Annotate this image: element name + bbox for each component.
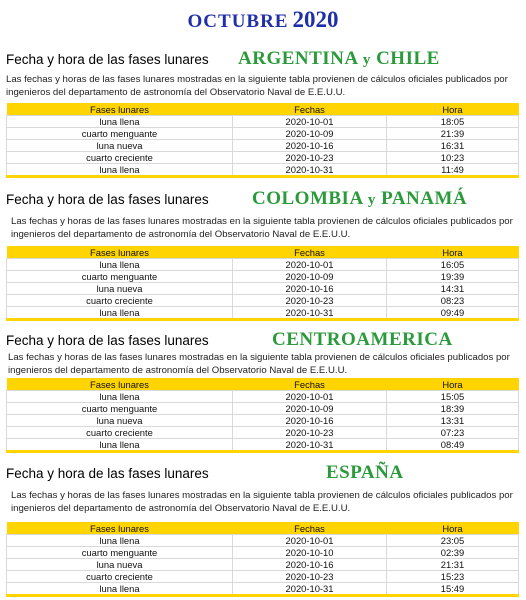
- table-row: [7, 439, 519, 452]
- table-row: [7, 283, 519, 295]
- phase-cell: cuarto menguante: [7, 547, 233, 559]
- phase-cell: luna llena: [7, 259, 233, 271]
- moon-phases-table: [6, 246, 519, 321]
- page-title-year: 2020: [292, 7, 339, 32]
- table-header-row: [7, 246, 519, 259]
- time-cell: 09:49: [387, 307, 519, 320]
- date-cell: 2020-10-16: [233, 283, 387, 295]
- time-cell: 16:31: [387, 140, 519, 152]
- region-name: COLOMBIA: [252, 188, 363, 209]
- time-cell: 16:05: [387, 259, 519, 271]
- section-header: [0, 328, 526, 352]
- time-cell: 10:23: [387, 152, 519, 164]
- time-cell: 23:05: [387, 535, 519, 547]
- column-header-time: Hora: [387, 246, 519, 259]
- date-cell: 2020-10-10: [233, 547, 387, 559]
- column-header-time: Hora: [387, 378, 519, 391]
- section-heading: Fecha y hora de las fases lunares: [6, 333, 209, 348]
- section-description: Las fechas y horas de las fases lunares mostradas en la siguiente tabla provienen de cálculos oficiales publicados por ingenieros del departamento de astronomía del Observatorio Naval de E.E.U.U.: [11, 490, 513, 514]
- moon-phases-table: [6, 378, 519, 453]
- date-cell: 2020-10-01: [233, 116, 387, 128]
- table-header-row: [7, 522, 519, 535]
- date-cell: 2020-10-01: [233, 259, 387, 271]
- moon-phases-table: [6, 103, 519, 178]
- table-row: [7, 535, 519, 547]
- section-centroamerica: [0, 328, 526, 458]
- phase-cell: luna nueva: [7, 415, 233, 427]
- table-header-row: [7, 378, 519, 391]
- time-cell: 15:23: [387, 571, 519, 583]
- phase-cell: luna llena: [7, 164, 233, 177]
- date-cell: 2020-10-31: [233, 439, 387, 452]
- time-cell: 15:49: [387, 583, 519, 596]
- date-cell: 2020-10-16: [233, 415, 387, 427]
- table-row: [7, 583, 519, 596]
- phase-cell: luna llena: [7, 535, 233, 547]
- time-cell: 08:23: [387, 295, 519, 307]
- phase-cell: luna nueva: [7, 283, 233, 295]
- section-description: Las fechas y horas de las fases lunares mostradas en la siguiente tabla provienen de cálculos oficiales publicados por ingenieros del departamento de astronomía del Observatorio Naval de E.E.U.U.: [6, 74, 508, 98]
- phase-cell: cuarto creciente: [7, 152, 233, 164]
- section-region-title: [326, 462, 404, 484]
- section-argentina-chile: [0, 48, 526, 176]
- phase-cell: luna llena: [7, 439, 233, 452]
- date-cell: 2020-10-31: [233, 307, 387, 320]
- section-colombia-panama: [0, 186, 526, 322]
- time-cell: 14:31: [387, 283, 519, 295]
- page-title: [0, 6, 526, 37]
- time-cell: 08:49: [387, 439, 519, 452]
- table-row: [7, 271, 519, 283]
- phase-cell: luna llena: [7, 391, 233, 403]
- phase-cell: luna llena: [7, 116, 233, 128]
- table-row: [7, 403, 519, 415]
- phase-cell: cuarto menguante: [7, 403, 233, 415]
- region-name: CENTROAMERICA: [272, 329, 453, 350]
- column-header-phase: Fases lunares: [7, 103, 233, 116]
- date-cell: 2020-10-01: [233, 391, 387, 403]
- section-espana: [0, 460, 526, 598]
- time-cell: 19:39: [387, 271, 519, 283]
- region-name: ARGENTINA: [238, 48, 358, 69]
- column-header-date: Fechas: [233, 522, 387, 535]
- column-header-phase: Fases lunares: [7, 378, 233, 391]
- section-heading: Fecha y hora de las fases lunares: [6, 52, 209, 67]
- section-description: Las fechas y horas de las fases lunares mostradas en la siguiente tabla provienen de cálculos oficiales publicados por ingenieros del departamento de astronomía del Observatorio Naval de E.E.U.U.: [8, 352, 510, 376]
- table-row: [7, 259, 519, 271]
- page-title-month: OCTUBRE: [187, 11, 289, 32]
- phase-cell: cuarto menguante: [7, 271, 233, 283]
- date-cell: 2020-10-16: [233, 140, 387, 152]
- region-name: ESPAÑA: [326, 462, 404, 483]
- date-cell: 2020-10-09: [233, 403, 387, 415]
- table-row: [7, 571, 519, 583]
- date-cell: 2020-10-09: [233, 271, 387, 283]
- table-row: [7, 128, 519, 140]
- phase-cell: luna nueva: [7, 559, 233, 571]
- section-region-title: [272, 329, 453, 351]
- table-row: [7, 307, 519, 320]
- moon-phases-table: [6, 522, 519, 597]
- phase-cell: cuarto menguante: [7, 128, 233, 140]
- time-cell: 18:39: [387, 403, 519, 415]
- column-header-date: Fechas: [233, 378, 387, 391]
- column-header-phase: Fases lunares: [7, 522, 233, 535]
- region-name-secondary: CHILE: [376, 48, 440, 69]
- date-cell: 2020-10-09: [233, 128, 387, 140]
- region-conjunction: y: [362, 52, 371, 68]
- date-cell: 2020-10-23: [233, 427, 387, 439]
- table-header-row: [7, 103, 519, 116]
- region-conjunction: y: [367, 192, 376, 208]
- column-header-time: Hora: [387, 522, 519, 535]
- table-row: [7, 140, 519, 152]
- date-cell: 2020-10-16: [233, 559, 387, 571]
- time-cell: 15:05: [387, 391, 519, 403]
- column-header-time: Hora: [387, 103, 519, 116]
- section-region-title: [252, 188, 467, 211]
- table-row: [7, 547, 519, 559]
- date-cell: 2020-10-23: [233, 571, 387, 583]
- time-cell: 21:39: [387, 128, 519, 140]
- date-cell: 2020-10-23: [233, 295, 387, 307]
- phase-cell: cuarto creciente: [7, 295, 233, 307]
- table-row: [7, 152, 519, 164]
- column-header-phase: Fases lunares: [7, 246, 233, 259]
- date-cell: 2020-10-31: [233, 583, 387, 596]
- phase-cell: cuarto creciente: [7, 427, 233, 439]
- table-row: [7, 391, 519, 403]
- table-row: [7, 415, 519, 427]
- section-heading: Fecha y hora de las fases lunares: [6, 192, 209, 207]
- phase-cell: luna llena: [7, 583, 233, 596]
- phase-cell: luna nueva: [7, 140, 233, 152]
- phase-cell: cuarto creciente: [7, 571, 233, 583]
- section-heading: Fecha y hora de las fases lunares: [6, 466, 209, 481]
- time-cell: 07:23: [387, 427, 519, 439]
- table-row: [7, 116, 519, 128]
- region-name-secondary: PANAMÁ: [381, 188, 468, 209]
- date-cell: 2020-10-01: [233, 535, 387, 547]
- table-row: [7, 427, 519, 439]
- column-header-date: Fechas: [233, 246, 387, 259]
- section-region-title: [238, 48, 440, 71]
- time-cell: 21:31: [387, 559, 519, 571]
- date-cell: 2020-10-23: [233, 152, 387, 164]
- time-cell: 11:49: [387, 164, 519, 177]
- section-description: Las fechas y horas de las fases lunares mostradas en la siguiente tabla provienen de cálculos oficiales publicados por ingenieros del departamento de astronomía del Observatorio Naval de E.E.U.U.: [11, 216, 513, 240]
- table-row: [7, 164, 519, 177]
- date-cell: 2020-10-31: [233, 164, 387, 177]
- table-row: [7, 295, 519, 307]
- section-header: [0, 460, 526, 484]
- time-cell: 02:39: [387, 547, 519, 559]
- section-header: [0, 48, 526, 72]
- time-cell: 18:05: [387, 116, 519, 128]
- time-cell: 13:31: [387, 415, 519, 427]
- section-header: [0, 186, 526, 210]
- column-header-date: Fechas: [233, 103, 387, 116]
- phase-cell: luna llena: [7, 307, 233, 320]
- table-row: [7, 559, 519, 571]
